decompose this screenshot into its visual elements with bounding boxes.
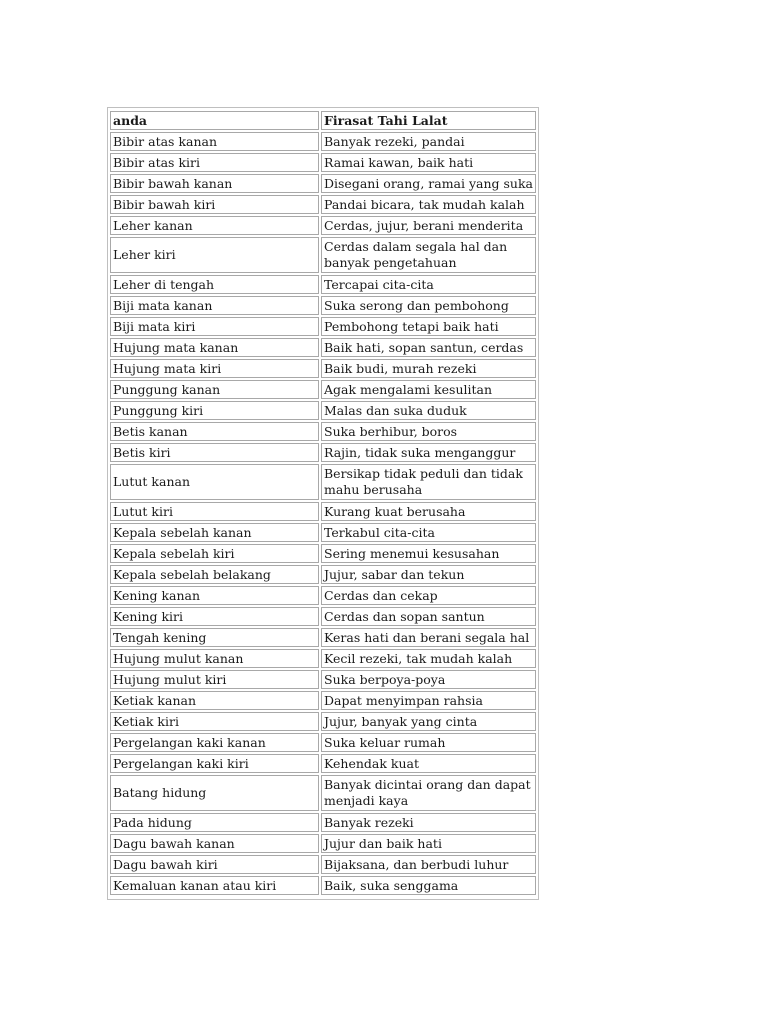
table-row — [110, 523, 536, 542]
location-cell: Leher kiri — [110, 237, 319, 273]
meaning-cell: Sering menemui kesusahan — [321, 544, 536, 563]
location-cell: Leher kanan — [110, 216, 319, 235]
table-row — [110, 876, 536, 895]
table-row — [110, 670, 536, 689]
location-cell: Pergelangan kaki kanan — [110, 733, 319, 752]
location-cell: Biji mata kiri — [110, 317, 319, 336]
table-row — [110, 607, 536, 626]
meaning-cell: Keras hati dan berani segala hal — [321, 628, 536, 647]
meaning-cell: Rajin, tidak suka menganggur — [321, 443, 536, 462]
location-cell: Batang hidung — [110, 775, 319, 811]
meaning-cell: Kecil rezeki, tak mudah kalah — [321, 649, 536, 668]
location-cell: Dagu bawah kiri — [110, 855, 319, 874]
table-row — [110, 359, 536, 378]
meaning-cell: Disegani orang, ramai yang suka — [321, 174, 536, 193]
meaning-cell: Kurang kuat berusaha — [321, 502, 536, 521]
location-cell: Pada hidung — [110, 813, 319, 832]
location-cell: Leher di tengah — [110, 275, 319, 294]
location-cell: Bibir bawah kiri — [110, 195, 319, 214]
location-cell: Kepala sebelah kiri — [110, 544, 319, 563]
table-row — [110, 834, 536, 853]
meaning-cell: Pembohong tetapi baik hati — [321, 317, 536, 336]
table-body — [110, 111, 536, 895]
table-row — [110, 174, 536, 193]
table-row — [110, 443, 536, 462]
meaning-cell: Cerdas, jujur, berani menderita — [321, 216, 536, 235]
table-row — [110, 775, 536, 811]
table-row — [110, 195, 536, 214]
table-row — [110, 132, 536, 151]
location-cell: Hujung mulut kiri — [110, 670, 319, 689]
table-row — [110, 565, 536, 584]
meaning-cell: Baik hati, sopan santun, cerdas — [321, 338, 536, 357]
location-cell: Kening kiri — [110, 607, 319, 626]
meaning-cell: Dapat menyimpan rahsia — [321, 691, 536, 710]
location-cell: Betis kanan — [110, 422, 319, 441]
meaning-cell: Ramai kawan, baik hati — [321, 153, 536, 172]
meaning-cell: Bijaksana, dan berbudi luhur — [321, 855, 536, 874]
location-cell: Hujung mata kiri — [110, 359, 319, 378]
location-cell: Kepala sebelah kanan — [110, 523, 319, 542]
location-cell: Ketiak kanan — [110, 691, 319, 710]
meaning-cell: Malas dan suka duduk — [321, 401, 536, 420]
meaning-cell: Banyak rezeki, pandai — [321, 132, 536, 151]
meaning-cell: Jujur, banyak yang cinta — [321, 712, 536, 731]
table-row — [110, 317, 536, 336]
table-row — [110, 422, 536, 441]
table-row — [110, 153, 536, 172]
location-cell: Ketiak kiri — [110, 712, 319, 731]
table-row — [110, 275, 536, 294]
table-row — [110, 586, 536, 605]
meaning-cell: Baik budi, murah rezeki — [321, 359, 536, 378]
table-row — [110, 754, 536, 773]
table-row — [110, 464, 536, 500]
header-cell-meaning: Firasat Tahi Lalat — [321, 111, 536, 130]
meaning-cell: Suka berhibur, boros — [321, 422, 536, 441]
meaning-cell: Banyak dicintai orang dan dapat menjadi kaya — [321, 775, 536, 811]
table-row — [110, 628, 536, 647]
location-cell: Kepala sebelah belakang — [110, 565, 319, 584]
location-cell: Kening kanan — [110, 586, 319, 605]
location-cell: Bibir bawah kanan — [110, 174, 319, 193]
meaning-cell: Banyak rezeki — [321, 813, 536, 832]
meaning-cell: Agak mengalami kesulitan — [321, 380, 536, 399]
mole-meaning-table — [107, 107, 539, 900]
table-row — [110, 691, 536, 710]
meaning-cell: Suka serong dan pembohong — [321, 296, 536, 315]
location-cell: Dagu bawah kanan — [110, 834, 319, 853]
table-row — [110, 712, 536, 731]
location-cell: Biji mata kanan — [110, 296, 319, 315]
location-cell: Bibir atas kiri — [110, 153, 319, 172]
meaning-cell: Kehendak kuat — [321, 754, 536, 773]
table — [108, 109, 538, 897]
location-cell: Punggung kiri — [110, 401, 319, 420]
location-cell: Bibir atas kanan — [110, 132, 319, 151]
table-header-row — [110, 111, 536, 130]
meaning-cell: Baik, suka senggama — [321, 876, 536, 895]
table-row — [110, 649, 536, 668]
table-row — [110, 813, 536, 832]
location-cell: Punggung kanan — [110, 380, 319, 399]
location-cell: Hujung mata kanan — [110, 338, 319, 357]
location-cell: Hujung mulut kanan — [110, 649, 319, 668]
location-cell: Lutut kanan — [110, 464, 319, 500]
meaning-cell: Cerdas dalam segala hal dan banyak pengetahuan — [321, 237, 536, 273]
meaning-cell: Suka berpoya-poya — [321, 670, 536, 689]
meaning-cell: Suka keluar rumah — [321, 733, 536, 752]
header-cell-location: anda — [110, 111, 319, 130]
meaning-cell: Jujur, sabar dan tekun — [321, 565, 536, 584]
meaning-cell: Terkabul cita-cita — [321, 523, 536, 542]
table-row — [110, 544, 536, 563]
table-row — [110, 296, 536, 315]
location-cell: Betis kiri — [110, 443, 319, 462]
table-row — [110, 401, 536, 420]
table-row — [110, 237, 536, 273]
table-row — [110, 338, 536, 357]
location-cell: Pergelangan kaki kiri — [110, 754, 319, 773]
meaning-cell: Jujur dan baik hati — [321, 834, 536, 853]
table-row — [110, 855, 536, 874]
table-row — [110, 380, 536, 399]
table-row — [110, 502, 536, 521]
meaning-cell: Tercapai cita-cita — [321, 275, 536, 294]
location-cell: Lutut kiri — [110, 502, 319, 521]
table-row — [110, 216, 536, 235]
meaning-cell: Pandai bicara, tak mudah kalah — [321, 195, 536, 214]
meaning-cell: Bersikap tidak peduli dan tidak mahu berusaha — [321, 464, 536, 500]
location-cell: Kemaluan kanan atau kiri — [110, 876, 319, 895]
table-row — [110, 733, 536, 752]
meaning-cell: Cerdas dan cekap — [321, 586, 536, 605]
location-cell: Tengah kening — [110, 628, 319, 647]
meaning-cell: Cerdas dan sopan santun — [321, 607, 536, 626]
